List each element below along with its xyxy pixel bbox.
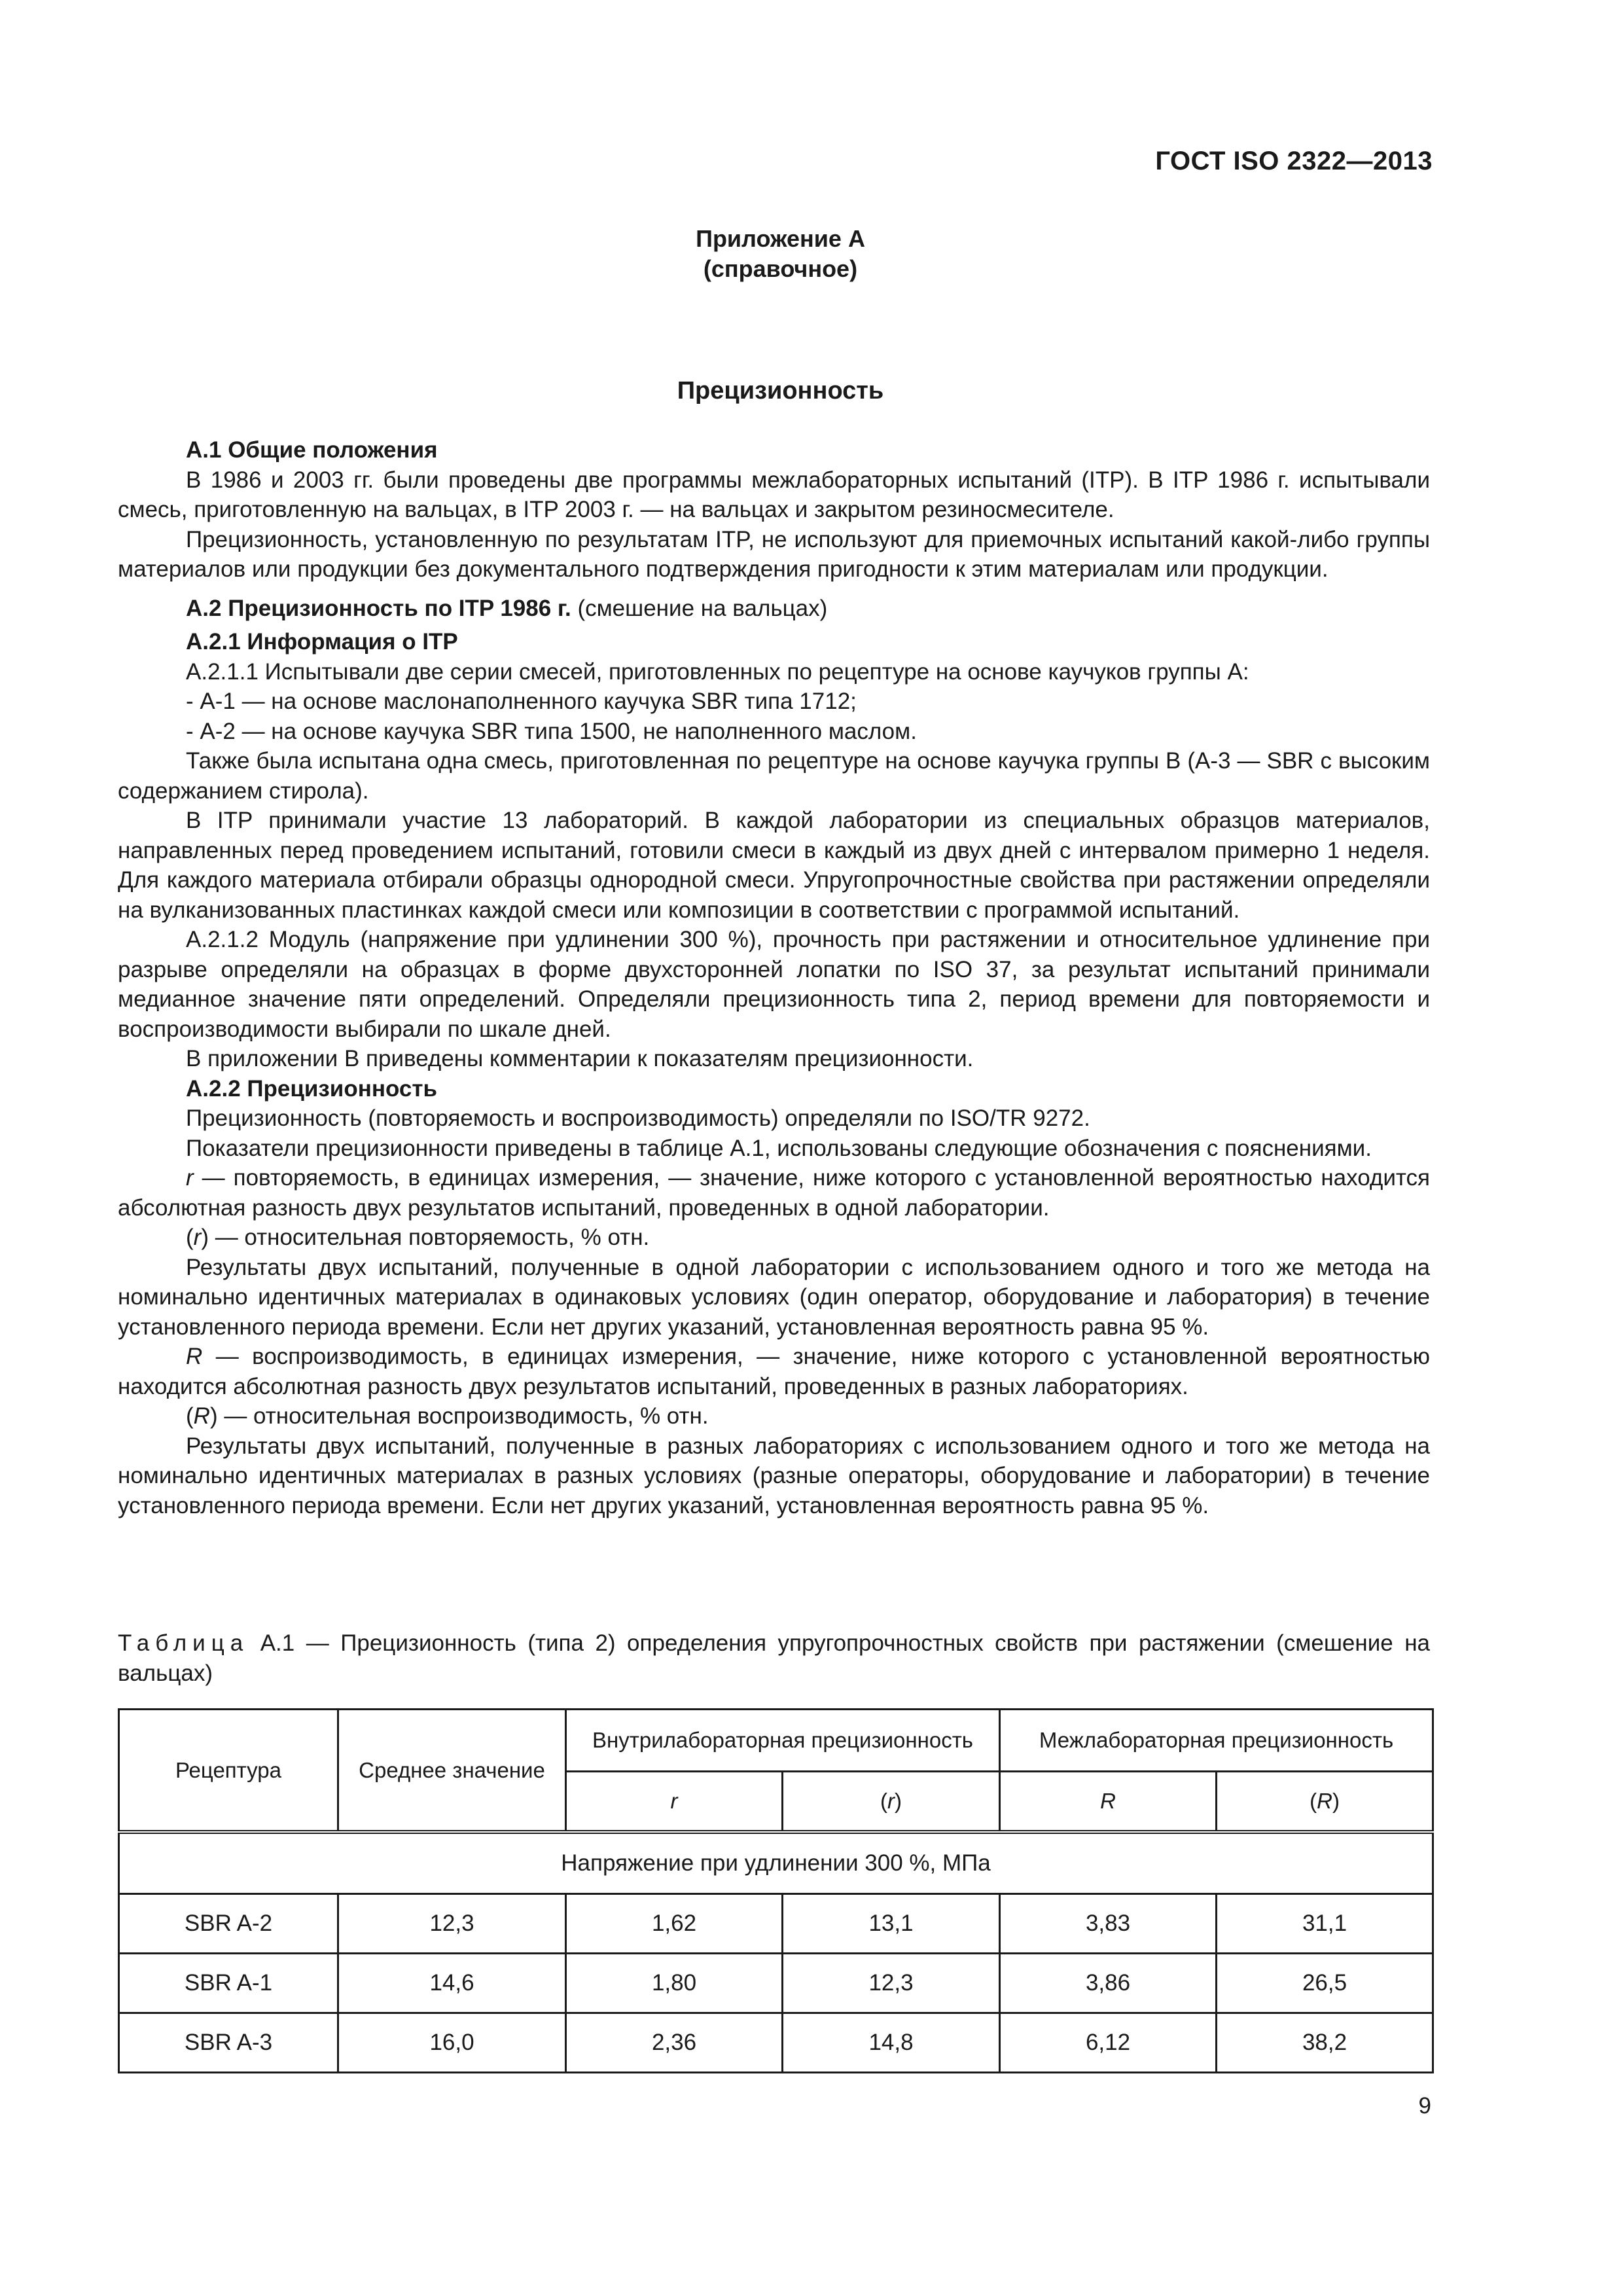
definition-r (118, 1163, 1430, 1223)
cell-recipe: SBR A-3 (119, 2013, 338, 2073)
header-relative-r: (r) (783, 1772, 1000, 1833)
paragraph-r-results: Результаты двух испытаний, полученные в одной лаборатории с использованием одного и того же метода на номинально идентичных материалах в одинаковых условиях (один оператор, оборудование и лаборатория) в течение установленного периода времени. Если нет других указаний, установленная вероятность равна 95 %. (118, 1254, 1430, 1340)
cell-mean: 12,3 (338, 1894, 566, 1954)
heading-a1: А.1 Общие положения (186, 437, 438, 463)
header-inter: Межлабораторная прецизионность (1000, 1710, 1433, 1772)
appendix-subtitle: (справочное) (703, 255, 858, 282)
table-row (119, 2013, 1433, 2073)
group-label: Напряжение при удлинении 300 %, МПа (119, 1832, 1433, 1894)
appendix-title: Приложение А (696, 225, 865, 252)
cell-R: 3,83 (1000, 1894, 1217, 1954)
definition-relative-R (118, 1401, 1430, 1431)
definition-relative-R-open: ( (186, 1403, 194, 1429)
paragraph-annex-b: В приложении В приведены комментарии к показателям прецизионности. (186, 1046, 974, 1071)
section-title: Прецизионность (677, 377, 884, 404)
paragraph-R-results: Результаты двух испытаний, полученные в разных лабораториях с использованием одного и того же метода на номинально идентичных материалах в разных условиях (разные операторы, оборудование и лаборатории) в течение установленного периода времени. Если нет других указаний, установленная вероятность равна 95 %. (118, 1433, 1430, 1518)
table-row (119, 1954, 1433, 2013)
heading-a2-note: (смешение на вальцах) (571, 595, 828, 621)
paragraph-labs: В ITP принимали участие 13 лабораторий. В каждой лаборатории из специальных образцов материалов, направленных перед проведением испытаний, готовили смеси в каждый из двух дней с интервалом примерно 1 неделя. Для каждого материала отбирали образцы однородной смеси. Упругопрочностные свойства при растяжении определяли на вулканизованных пластинках каждой смеси или композиции в соответствии с программой испытаний. (118, 808, 1430, 923)
cell-R: 6,12 (1000, 2013, 1217, 2073)
header-mean: Среднее значение (338, 1710, 566, 1833)
table-header-row (119, 1710, 1433, 1772)
heading-a2-bold: А.2 Прецизионность по ITP 1986 г. (186, 595, 571, 621)
table-row (119, 1894, 1433, 1954)
cell-relative-r: 13,1 (783, 1894, 1000, 1954)
symbol-relative-R: R (193, 1403, 210, 1429)
heading-a2 (118, 594, 1430, 624)
list-item-a1: - А-1 — на основе маслонаполненного каучука SBR типа 1712; (186, 689, 857, 714)
cell-r: 2,36 (566, 2013, 783, 2073)
definition-R-text: — воспроизводимость, в единицах измерения, — значение, ниже которого с установленной вероятностью находится абсолютная разность двух результатов испытаний, проведенных в разных лабораториях. (118, 1344, 1430, 1399)
definition-relative-r-text: ) — относительная повторяемость, % отн. (201, 1225, 650, 1250)
definition-relative-R-text: ) — относительная воспроизводимость, % отн. (209, 1403, 709, 1429)
table-caption-label: Таблица (118, 1630, 249, 1656)
header-r: r (566, 1772, 783, 1833)
table-caption-text: А.1 — Прецизионность (типа 2) определения упругопрочностных свойств при растяжении (смешение на вальцах) (118, 1630, 1430, 1686)
symbol-relative-r: r (193, 1225, 202, 1250)
document-code: ГОСТ ISO 2322—2013 (1155, 147, 1433, 175)
cell-mean: 16,0 (338, 2013, 566, 2073)
paragraph-a212: А.2.1.2 Модуль (напряжение при удлинении 300 %), прочность при растяжении и относительное удлинение при разрыве определяли на образцах в форме двухсторонней лопатки по ISO 37, за результат испытаний принимали медианное значение пяти определений. Определяли прецизионность типа 2, период времени для повторяемости и воспроизводимости выбирали по шкале дней. (118, 927, 1430, 1042)
cell-r: 1,62 (566, 1894, 783, 1954)
symbol-r: r (186, 1165, 194, 1191)
cell-relative-R: 26,5 (1217, 1954, 1433, 2013)
heading-a21: А.2.1 Информация о ITP (186, 629, 458, 655)
page-number: 9 (1418, 2093, 1431, 2119)
cell-relative-r: 12,3 (783, 1954, 1000, 2013)
cell-recipe: SBR A-1 (119, 1954, 338, 2013)
cell-r: 1,80 (566, 1954, 783, 2013)
precision-table (118, 1708, 1434, 2073)
header-intra: Внутрилабораторная прецизионность (566, 1710, 1000, 1772)
paragraph-a1-2: Прецизионность, установленную по результатам ITP, не используют для приемочных испытаний какой-либо группы материалов или продукции без документального подтверждения пригодности к этим материалам или продукции. (118, 526, 1430, 582)
list-item-a2: - А-2 — на основе каучука SBR типа 1500, не наполненного маслом. (186, 718, 917, 744)
definition-R (118, 1342, 1430, 1401)
heading-a22: А.2.2 Прецизионность (186, 1075, 438, 1102)
cell-relative-r: 14,8 (783, 2013, 1000, 2073)
cell-relative-R: 31,1 (1217, 1894, 1433, 1954)
cell-mean: 14,6 (338, 1954, 566, 2013)
cell-recipe: SBR A-2 (119, 1894, 338, 1954)
appendix-heading (0, 224, 1561, 284)
header-recipe: Рецептура (119, 1710, 338, 1833)
paragraph-a3: Также была испытана одна смесь, приготовленная по рецептуре на основе каучука группы В (А-3 — SBR с высоким содержанием стирола). (118, 748, 1430, 804)
header-relative-r-symbol: r (887, 1789, 895, 1813)
paragraph-table-ref: Показатели прецизионности приведены в таблице А.1, использованы следующие обозначения с пояснениями. (186, 1135, 1372, 1161)
symbol-R: R (186, 1344, 203, 1369)
definition-r-text: — повторяемость, в единицах измерения, — значение, ниже которого с установленной вероятностью находится абсолютная разность двух результатов испытаний, проведенных в одной лаборатории. (118, 1165, 1430, 1221)
definition-relative-r-open: ( (186, 1225, 194, 1250)
paragraph-a211: А.2.1.1 Испытывали две серии смесей, приготовленных по рецептуре на основе каучуков группы А: (186, 658, 1249, 685)
header-relative-R-symbol: R (1317, 1789, 1332, 1813)
document-body (118, 435, 1430, 1520)
paragraph-iso: Прецизионность (повторяемость и воспроизводимость) определяли по ISO/TR 9272. (186, 1105, 1090, 1131)
paragraph-a1-1: В 1986 и 2003 гг. были проведены две программы межлабораторных испытаний (ITP). В ITP 1986 г. испытывали смесь, приготовленную на вальцах, в ITP 2003 г. — на вальцах и закрытом резиносмесителе. (118, 467, 1430, 522)
table-caption (118, 1628, 1430, 1688)
cell-R: 3,86 (1000, 1954, 1217, 2013)
definition-relative-r (118, 1223, 1430, 1253)
header-R: R (1000, 1772, 1217, 1833)
cell-relative-R: 38,2 (1217, 2013, 1433, 2073)
header-relative-R: (R) (1217, 1772, 1433, 1833)
table-group-row (119, 1832, 1433, 1894)
